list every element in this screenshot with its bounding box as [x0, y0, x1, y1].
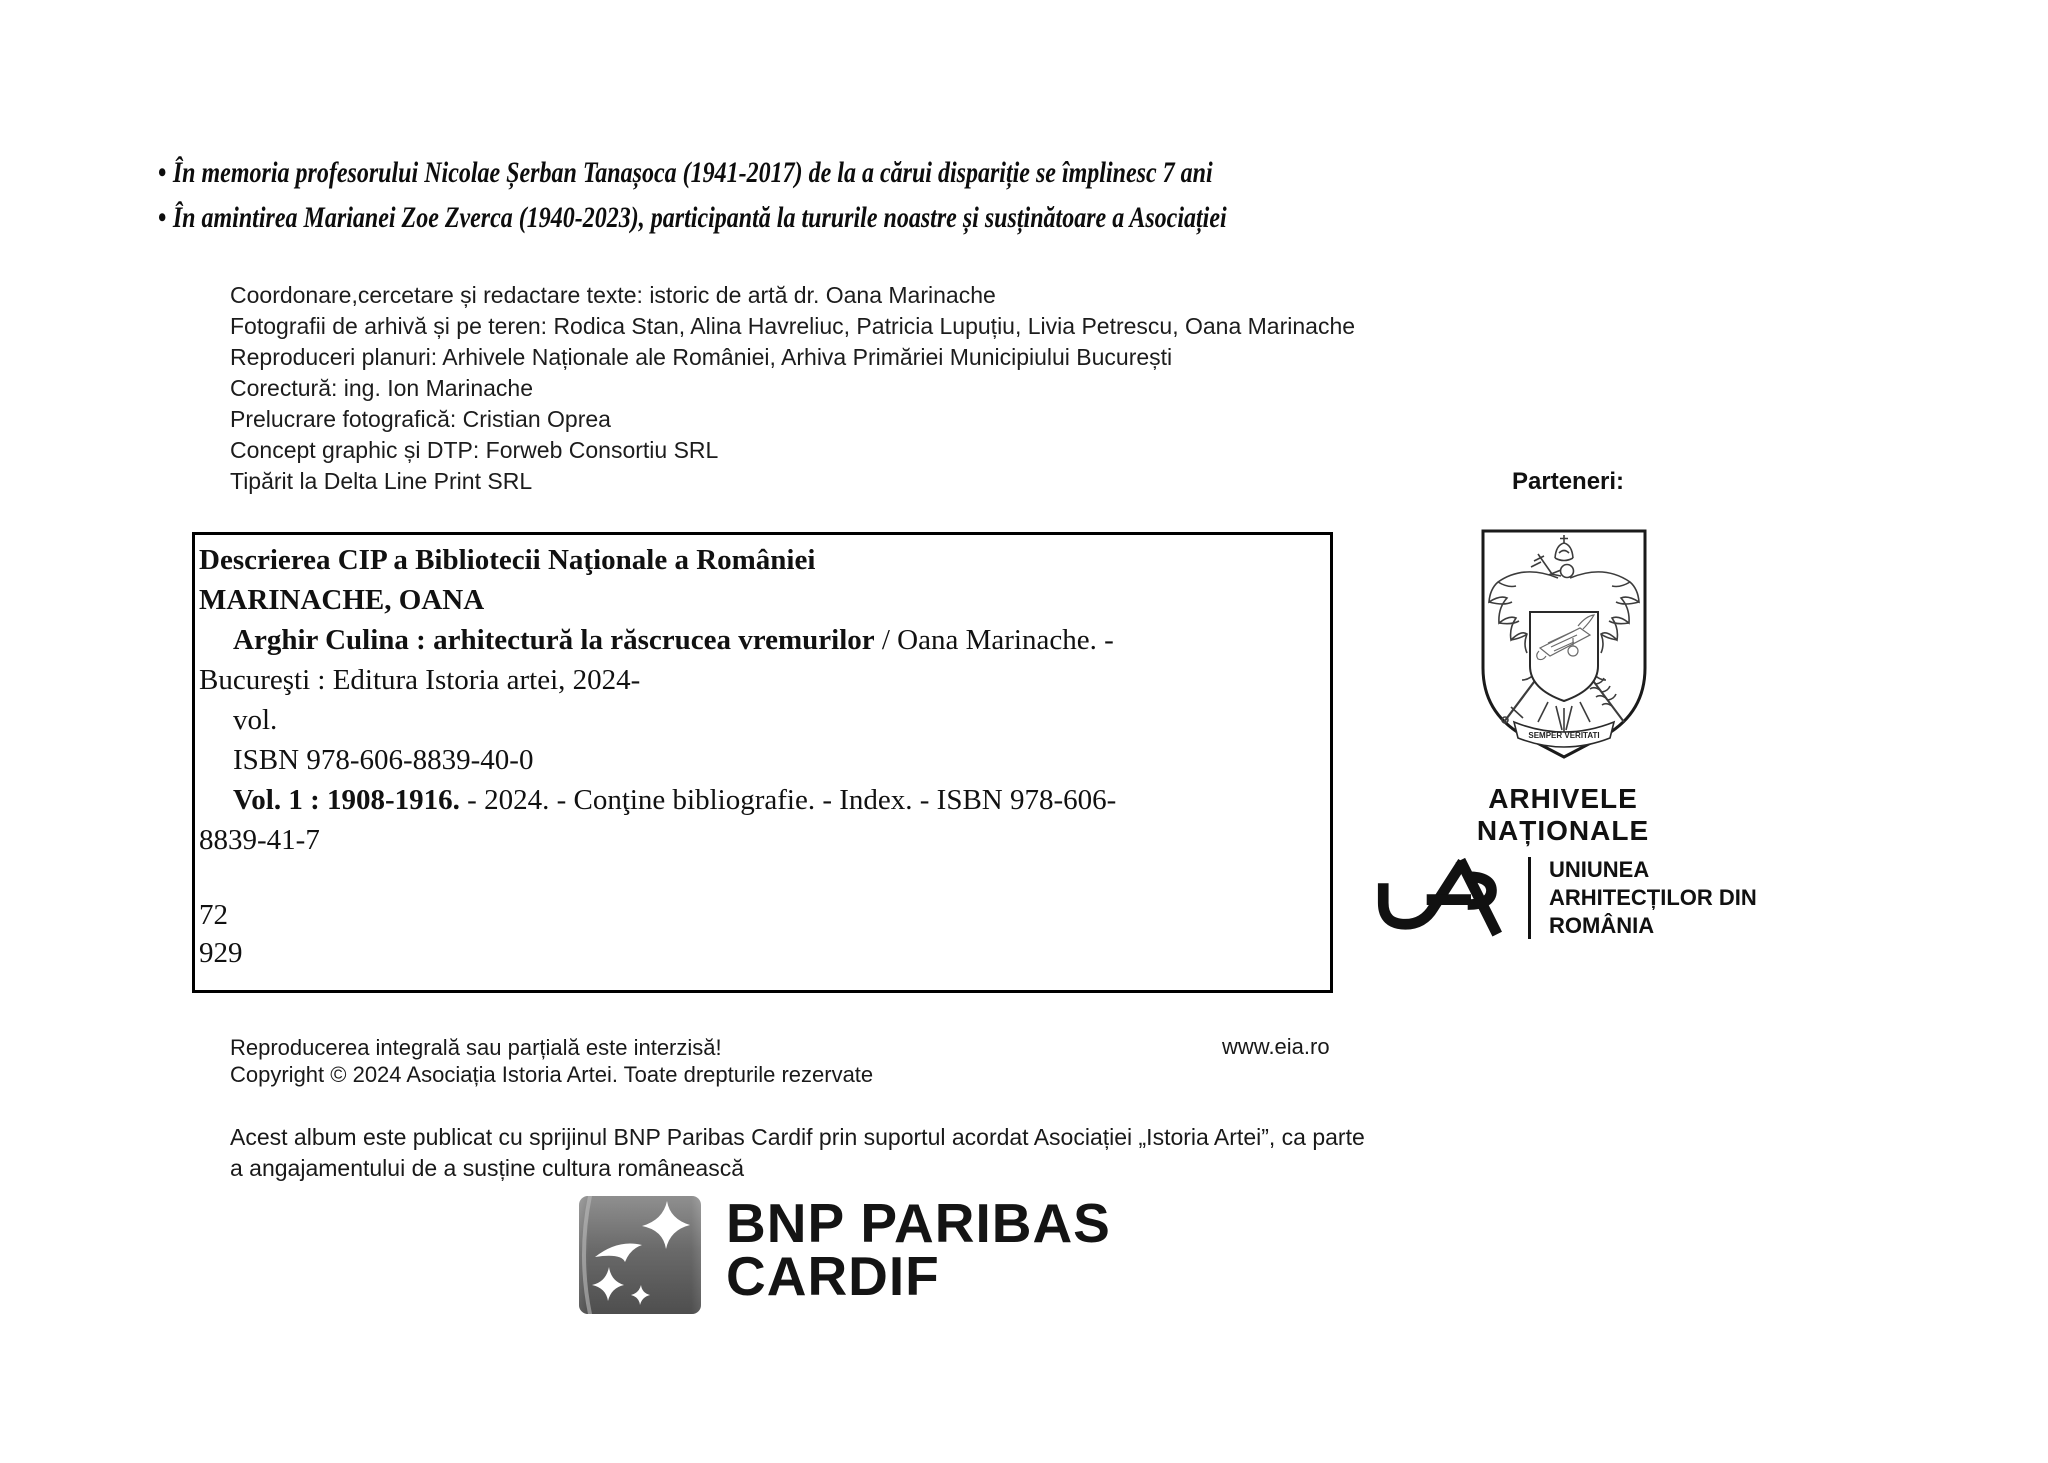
cip-vol1: Vol. 1 : 1908-1916.: [233, 784, 460, 816]
uar-monogram-icon: [1368, 857, 1510, 939]
uar-name-line2: ARHITECȚILOR DIN: [1549, 885, 1757, 910]
cip-isbn-wrap: 8839-41-7: [199, 824, 320, 856]
sponsor-line2: a angajamentului de a susține cultura românească: [230, 1155, 744, 1181]
credit-line-photography: Fotografii de arhivă și pe teren: Rodica Stan, Alina Havreliuc, Patricia Lupuțiu, Livia Petrescu, Oana Marinache: [230, 313, 1356, 339]
uar-name-line3: ROMÂNIA: [1549, 913, 1655, 938]
national-archives-emblem-icon: [1478, 525, 1650, 763]
bullet-icon: •: [158, 156, 167, 189]
dedications: [158, 150, 1494, 240]
credit-line-printing: Tipărit la Delta Line Print SRL: [230, 468, 533, 494]
cip-title-line: [199, 620, 1320, 660]
cip-description-box: [192, 532, 1333, 993]
cip-class-number: 72: [199, 899, 228, 931]
website-url: www.eia.ro: [1222, 1034, 1330, 1059]
credits-block: [230, 280, 1355, 497]
reproduction-notice: Reproducerea integrală sau parțială este interzisă!: [230, 1035, 722, 1060]
uar-name: [1549, 856, 1757, 940]
bnp-wordmark-line1: BNP PARIBAS: [726, 1192, 1111, 1254]
dedication-line: [158, 150, 1227, 195]
archives-name-line1: ARHIVELE: [1488, 783, 1638, 814]
cip-publisher: Bucureşti : Editura Istoria artei, 2024-: [199, 664, 641, 696]
archives-name-line2: NAȚIONALE: [1476, 815, 1650, 846]
bullet-icon: •: [158, 201, 167, 234]
dedication-line: [158, 195, 1227, 240]
cip-title-rest: / Oana Marinache. -: [874, 624, 1114, 656]
cip-class-number: 929: [199, 937, 243, 969]
sponsor-acknowledgement: [230, 1122, 1365, 1184]
bnp-wordmark-line2: CARDIF: [726, 1245, 940, 1307]
credit-line-photo-processing: Prelucrare fotografică: Cristian Oprea: [230, 406, 611, 432]
sponsor-line1: Acest album este publicat cu sprijinul BNP Paribas Cardif prin suportul acordat Asociației „Istoria Artei”, ca parte: [230, 1124, 1365, 1150]
dedication-text: În amintirea Marianei Zoe Zverca (1940-2023), participantă la tururile noastre și susținătoare a Asociației: [172, 201, 1227, 234]
credit-line-plans: Reproduceri planuri: Arhivele Naționale ale României, Arhiva Primăriei Municipiului București: [230, 344, 1173, 370]
cip-title: Arghir Culina : arhitectură la răscrucea vremurilor: [233, 624, 875, 656]
archives-motto: SEMPER VERITATI: [1528, 731, 1600, 740]
cip-header: Descrierea CIP a Bibliotecii Naţionale a României: [199, 544, 816, 576]
bnp-paribas-logo-icon: [578, 1195, 702, 1315]
cip-vol1-line: [199, 780, 1320, 820]
credit-line-coordination: Coordonare,cercetare și redactare texte: istoric de artă dr. Oana Marinache: [230, 282, 996, 308]
copyright-notice: Copyright © 2024 Asociația Istoria Artei. Toate drepturile rezervate: [230, 1062, 874, 1087]
cip-classification: [199, 896, 1320, 972]
cip-isbn-set: ISBN 978-606-8839-40-0: [233, 744, 534, 776]
partners-label: Parteneri:: [1512, 468, 1625, 495]
uar-divider: [1528, 857, 1531, 939]
uar-logo: [1368, 856, 1757, 940]
archives-name: [1443, 783, 1683, 847]
cip-vol: vol.: [233, 704, 278, 736]
credit-line-graphic-dtp: Concept graphic și DTP: Forweb Consortiu SRL: [230, 437, 719, 463]
cip-author: MARINACHE, OANA: [199, 584, 485, 616]
bnp-wordmark: [726, 1192, 1111, 1307]
uar-name-line1: UNIUNEA: [1549, 857, 1650, 882]
credit-line-proofreading: Corectură: ing. Ion Marinache: [230, 375, 533, 401]
bnp-paribas-cardif-logo: [578, 1192, 1111, 1315]
cip-vol1-rest: - 2024. - Conţine bibliografie. - Index. - ISBN 978-606-: [459, 784, 1117, 816]
dedication-text: În memoria profesorului Nicolae Șerban Tanașoca (1941-2017) de la a cărui dispariție se împlinesc 7 ani: [172, 156, 1213, 189]
